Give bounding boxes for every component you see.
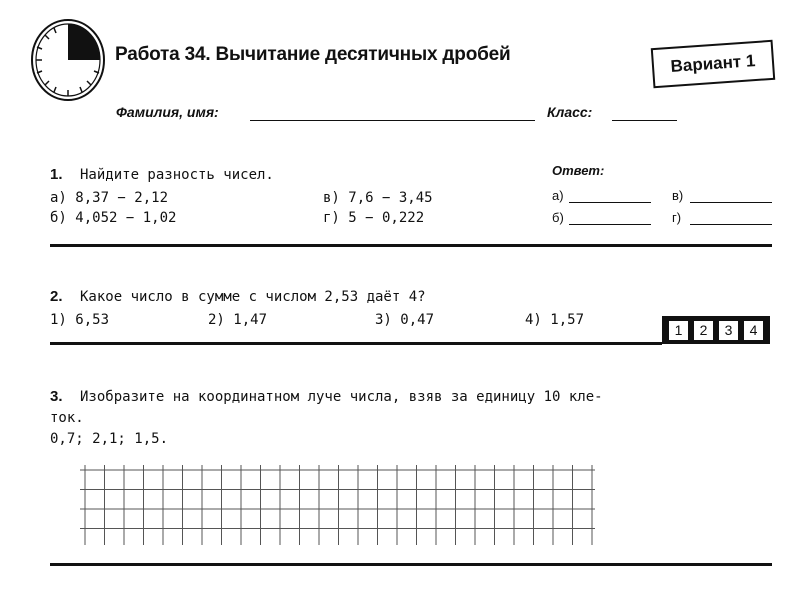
answer-label: Ответ: (552, 163, 605, 178)
class-field[interactable] (612, 120, 677, 121)
answer-boxes (662, 316, 770, 344)
variant-badge: Вариант 1 (651, 40, 775, 88)
divider (50, 244, 772, 247)
grid-area[interactable] (80, 465, 610, 545)
answer-box-4[interactable]: 4 (743, 320, 764, 341)
clock-icon (28, 14, 108, 104)
task3-numbers: 0,7; 2,1; 1,5. (50, 431, 169, 447)
answer-slot-v[interactable] (690, 202, 772, 203)
task2-option-3: 3) 0,47 (375, 312, 435, 328)
answer-box-3[interactable]: 3 (718, 320, 739, 341)
class-label: Класс: (547, 104, 593, 120)
answer-slot-a[interactable] (569, 202, 651, 203)
answer-slot-g-label: г) (672, 210, 682, 225)
answer-slot-v-label: в) (672, 188, 684, 203)
task3-number: 3. (50, 388, 63, 405)
divider (50, 342, 662, 345)
task2-option-2: 2) 1,47 (208, 312, 268, 328)
answer-slot-b-label: б) (552, 210, 564, 225)
answer-slot-b[interactable] (569, 224, 651, 225)
task1-number: 1. (50, 166, 63, 183)
page-title: Работа 34. Вычитание десятичных дробей (115, 44, 511, 65)
task2-option-4: 4) 1,57 (525, 312, 585, 328)
task2-prompt: Какое число в сумме с числом 2,53 даёт 4? (80, 289, 426, 305)
answer-slot-a-label: а) (552, 188, 564, 203)
answer-box-2[interactable]: 2 (693, 320, 714, 341)
task1-item-b: б) 4,052 − 1,02 (50, 210, 177, 226)
name-field[interactable] (250, 120, 535, 121)
answer-slot-g[interactable] (690, 224, 772, 225)
divider (50, 563, 772, 566)
task1-item-g: г) 5 − 0,222 (323, 210, 425, 226)
task3-prompt-line2: ток. (50, 410, 84, 426)
task2-option-1: 1) 6,53 (50, 312, 110, 328)
task1-item-v: в) 7,6 − 3,45 (323, 190, 433, 206)
task1-prompt: Найдите разность чисел. (80, 167, 274, 183)
task2-number: 2. (50, 288, 63, 305)
task3-prompt-line1: Изобразите на координатном луче числа, взяв за единицу 10 кле- (80, 389, 603, 405)
name-label: Фамилия, имя: (116, 104, 219, 120)
task1-item-a: а) 8,37 − 2,12 (50, 190, 169, 206)
answer-box-1[interactable]: 1 (668, 320, 689, 341)
